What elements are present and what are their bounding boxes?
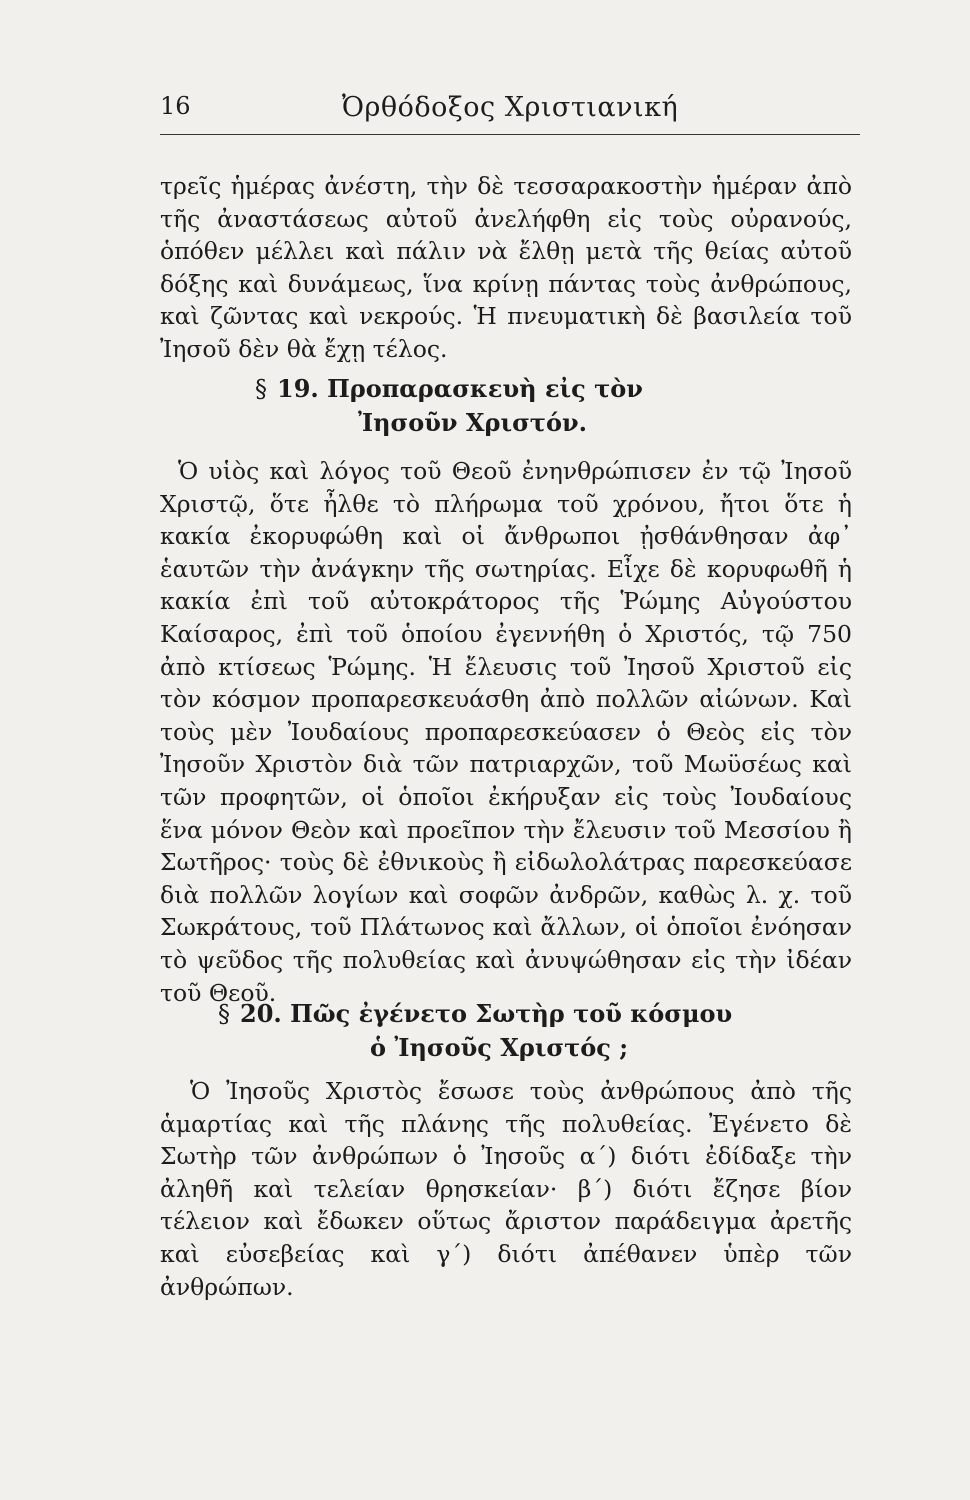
header-rule bbox=[160, 134, 860, 135]
section-20-paragraph: Ὁ Ἰησοῦς Χριστὸς ἔσωσε τοὺς ἀνθρώπους ἀπὸ τῆς ἁμαρτίας καὶ τῆς πλάνης τῆς πολυθείας. Ἐγένετο δὲ Σωτὴρ τῶν ἀνθρώπων ὁ Ἰησοῦς α΄) διότι ἐδίδαξε τὴν ἀληθῆ καὶ τελείαν θρησκείαν· β΄) διότι ἔζησε βίον τέλειον καὶ ἔδωκεν οὕτως ἄριστον παράδειγμα ἀρετῆς καὶ εὐσεβείας καὶ γ΄) διότι ἀπέθανεν ὑπὲρ τῶν ἀνθρώπων. bbox=[160, 1077, 852, 1301]
section-20-title: 20. Πῶς ἐγένετο Σωτὴρ τοῦ κόσμου bbox=[240, 999, 733, 1028]
section-19-heading bbox=[160, 372, 860, 440]
section-19-heading-line2: Ἰησοῦν Χριστόν. bbox=[358, 408, 587, 437]
book-title: Ὀρθόδοξος Χριστιανική bbox=[341, 92, 679, 123]
section-19-paragraph: Ὁ υἱὸς καὶ λόγος τοῦ Θεοῦ ἐνηνθρώπισεν ἐν τῷ Ἰησοῦ Χριστῷ, ὅτε ἦλθε τὸ πλήρωμα τοῦ χρόνου, ἤτοι ὅτε ἡ κακία ἐκορυφώθη καὶ οἱ ἄνθρωποι ᾐσθάνθησαν ἀφ᾽ ἑαυτῶν τὴν ἀνάγκην τῆς σωτηρίας. Εἶχε δὲ κορυφωθῆ ἡ κακία ἐπὶ τοῦ αὐτοκράτορος τῆς Ῥώμης Αὐγούστου Καίσαρος, ἐπὶ τοῦ ὁποίου ἐγεννήθη ὁ Χριστός, τῷ 750 ἀπὸ κτίσεως Ῥώμης. Ἡ ἔλευσις τοῦ Ἰησοῦ Χριστοῦ εἰς τὸν κόσμον προπαρεσκευάσθη ἀπὸ πολλῶν αἰώνων. Καὶ τοὺς μὲν Ἰουδαίους προπαρεσκεύασεν ὁ Θεὸς εἰς τὸν Ἰησοῦν Χριστὸν διὰ τῶν πατριαρχῶν, τοῦ Μωϋσέως καὶ τῶν προφητῶν, οἱ ὁποῖοι ἐκήρυξαν εἰς τοὺς Ἰουδαίους ἕνα μόνον Θεὸν καὶ προεῖπον τὴν ἔλευσιν τοῦ Μεσσίου ἢ Σωτῆρος· τοὺς δὲ ἐθνικοὺς ἢ εἰδωλολάτρας παρεσκεύασε διὰ πολλῶν λογίων καὶ σοφῶν ἀνδρῶν, καθὼς λ. χ. τοῦ Σωκράτους, τοῦ Πλάτωνος καὶ ἄλλων, οἱ ὁποῖοι ἐνόησαν τὸ ψεῦδος τῆς πολυθείας καὶ ἀνυψώθησαν εἰς τὴν ἰδέαν τοῦ Θεοῦ. bbox=[160, 457, 852, 1007]
section-mark-19: § bbox=[255, 375, 267, 403]
paragraph-continuation: τρεῖς ἡμέρας ἀνέστη, τὴν δὲ τεσσαρακοστὴν ἡμέραν ἀπὸ τῆς ἀναστάσεως αὐτοῦ ἀνελήφθη εἰς τοὺς οὐρανούς, ὁπόθεν μέλλει καὶ πάλιν νὰ ἔλθῃ μετὰ τῆς θείας αὐτοῦ δόξης καὶ δυνάμεως, ἵνα κρίνῃ πάντας τοὺς ἀνθρώπους, καὶ ζῶντας καὶ νεκρούς. Ἡ πνευματικὴ δὲ βασιλεία τοῦ Ἰησοῦ δὲν θὰ ἔχῃ τέλος. bbox=[160, 172, 852, 363]
section-19-title: 19. Προπαρασκευὴ εἰς τὸν bbox=[277, 374, 643, 403]
section-19-heading-line1 bbox=[160, 372, 860, 406]
section-20-heading-line2: ὁ Ἰησοῦς Χριστός ; bbox=[370, 1033, 629, 1062]
page-number: 16 bbox=[160, 92, 191, 120]
running-head bbox=[160, 92, 860, 132]
section-20-heading bbox=[160, 997, 860, 1065]
section-20-heading-line1 bbox=[160, 997, 860, 1031]
section-mark-20: § bbox=[218, 1000, 230, 1028]
